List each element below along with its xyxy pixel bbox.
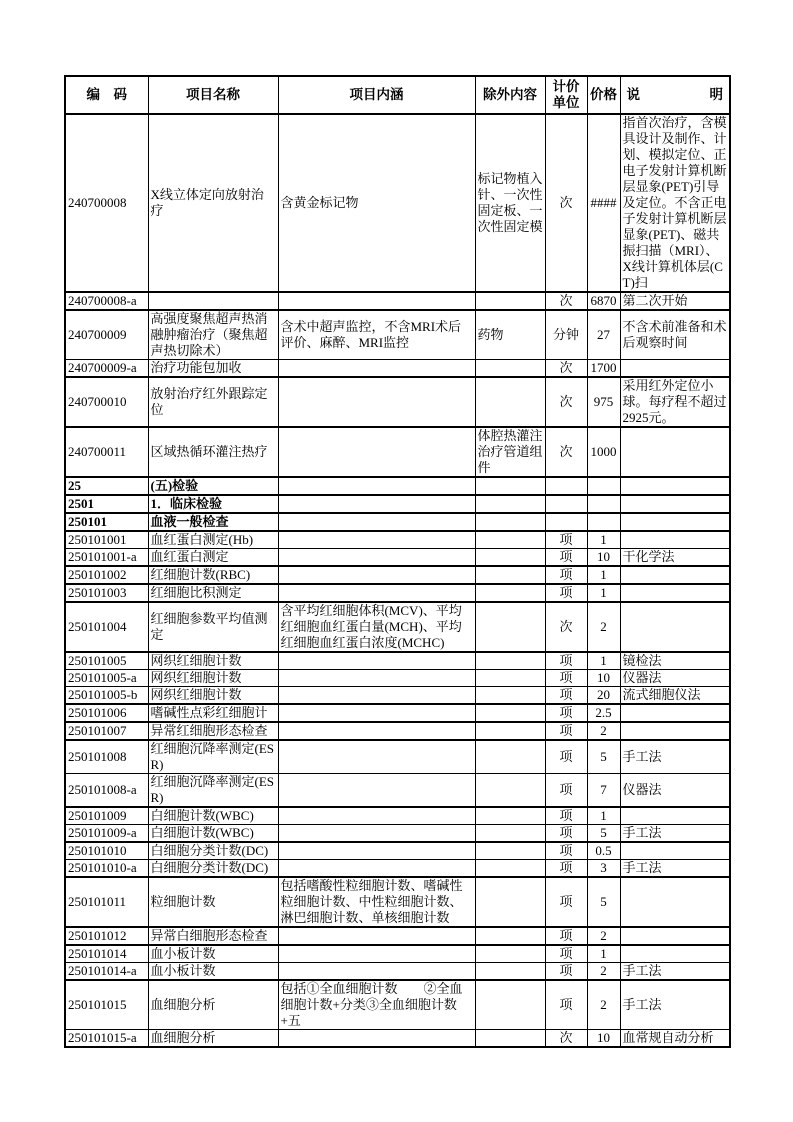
cell-content: [278, 860, 475, 878]
cell-name: 放射治疗红外跟踪定位: [148, 377, 278, 427]
cell-price: 1700: [587, 360, 620, 378]
cell-exclude: [475, 927, 545, 945]
cell-code: 240700008: [65, 114, 148, 292]
cell-unit: [545, 495, 587, 513]
col-header-price: 价格: [587, 76, 620, 114]
cell-code: 250101011: [65, 877, 148, 927]
cell-exclude: [475, 963, 545, 981]
table-row: [65, 602, 730, 652]
cell-price: 6870: [587, 292, 620, 310]
cell-name: 红细胞沉降率测定(ESR): [148, 740, 278, 774]
cell-code: 250101: [65, 513, 148, 531]
table-row: [65, 531, 730, 549]
cell-note: [620, 722, 730, 740]
cell-note: 指首次治疗，含模具设计及制作、计划、模拟定位、正电子发射计算机断层显象(PET)引导及定位。不含正电子发射计算机断层显象(PET)、磁共振扫描（MRI）、X线计算机体层(CT)扫: [620, 114, 730, 292]
cell-note: 手工法: [620, 825, 730, 843]
cell-note: [620, 427, 730, 477]
cell-price: 0.5: [587, 842, 620, 860]
cell-note: [620, 945, 730, 963]
cell-code: 250101009-a: [65, 825, 148, 843]
cell-price: 7: [587, 774, 620, 808]
cell-price: 1: [587, 531, 620, 549]
table-row: [65, 842, 730, 860]
cell-price: 1: [587, 566, 620, 584]
cell-content: [278, 704, 475, 722]
cell-code: 250101010-a: [65, 860, 148, 878]
cell-price: 975: [587, 377, 620, 427]
cell-price: 10: [587, 1030, 620, 1048]
cell-note: [620, 877, 730, 927]
col-header-name: 项目名称: [148, 76, 278, 114]
cell-exclude: [475, 945, 545, 963]
cell-price: [587, 477, 620, 495]
cell-content: [278, 513, 475, 531]
cell-content: [278, 807, 475, 825]
cell-unit: [545, 477, 587, 495]
cell-price: 2: [587, 963, 620, 981]
cell-note: [620, 927, 730, 945]
cell-name: 红细胞参数平均值测定: [148, 602, 278, 652]
cell-exclude: [475, 584, 545, 602]
cell-price: 1: [587, 584, 620, 602]
cell-exclude: [475, 513, 545, 531]
table-row: [65, 377, 730, 427]
cell-note: [620, 477, 730, 495]
cell-price: 2: [587, 722, 620, 740]
table-row: [65, 310, 730, 360]
cell-note: [620, 495, 730, 513]
cell-price: [587, 513, 620, 531]
cell-name: [148, 292, 278, 310]
cell-name: 白细胞分类计数(DC): [148, 860, 278, 878]
cell-name: 血红蛋白测定(Hb): [148, 531, 278, 549]
cell-content: [278, 1030, 475, 1048]
header-row: [65, 76, 730, 114]
cell-code: 250101003: [65, 584, 148, 602]
table-row: [65, 774, 730, 808]
cell-note: 干化学法: [620, 549, 730, 567]
cell-content: [278, 927, 475, 945]
cell-content: [278, 584, 475, 602]
cell-code: 240700011: [65, 427, 148, 477]
cell-code: 250101002: [65, 566, 148, 584]
table-row: [65, 740, 730, 774]
cell-unit: 项: [545, 774, 587, 808]
cell-exclude: 标记物植入针、一次性固定板、一次性固定模: [475, 114, 545, 292]
cell-code: 2501: [65, 495, 148, 513]
cell-price: 10: [587, 549, 620, 567]
cell-code: 250101001: [65, 531, 148, 549]
cell-content: [278, 292, 475, 310]
cell-note: [620, 513, 730, 531]
cell-note: 血常规自动分析: [620, 1030, 730, 1048]
cell-name: 血细胞分析: [148, 980, 278, 1030]
cell-code: 250101005-a: [65, 670, 148, 687]
cell-exclude: [475, 566, 545, 584]
cell-unit: 项: [545, 963, 587, 981]
table-row: [65, 584, 730, 602]
cell-note: 镜检法: [620, 652, 730, 670]
cell-code: 250101006: [65, 704, 148, 722]
cell-name: 红细胞比积测定: [148, 584, 278, 602]
cell-name: 网织红细胞计数: [148, 687, 278, 705]
cell-unit: 次: [545, 427, 587, 477]
cell-unit: 次: [545, 1030, 587, 1048]
cell-note: [620, 584, 730, 602]
cell-content: [278, 774, 475, 808]
cell-price: [587, 495, 620, 513]
cell-exclude: [475, 807, 545, 825]
cell-code: 250101008: [65, 740, 148, 774]
table-row: [65, 652, 730, 670]
cell-note: 手工法: [620, 740, 730, 774]
cell-content: [278, 360, 475, 378]
cell-unit: 项: [545, 566, 587, 584]
cell-exclude: [475, 602, 545, 652]
cell-price: 1: [587, 652, 620, 670]
cell-unit: 次: [545, 360, 587, 378]
cell-name: 血细胞分析: [148, 1030, 278, 1048]
table-body: [65, 114, 730, 1047]
table-row: [65, 549, 730, 567]
cell-unit: 次: [545, 602, 587, 652]
cell-content: [278, 495, 475, 513]
cell-name: 血小板计数: [148, 963, 278, 981]
cell-price: 2.5: [587, 704, 620, 722]
cell-note: [620, 531, 730, 549]
cell-name: 粒细胞计数: [148, 877, 278, 927]
cell-note: [620, 807, 730, 825]
cell-name: 异常白细胞形态检查: [148, 927, 278, 945]
cell-code: 25: [65, 477, 148, 495]
cell-price: 10: [587, 670, 620, 687]
cell-exclude: 体腔热灌注治疗管道组件: [475, 427, 545, 477]
cell-name: 1．临床检验: [148, 495, 278, 513]
price-table: [64, 75, 731, 1048]
table-row: [65, 945, 730, 963]
cell-name: 血液一般检查: [148, 513, 278, 531]
cell-exclude: [475, 1030, 545, 1048]
cell-code: 250101005: [65, 652, 148, 670]
cell-exclude: [475, 549, 545, 567]
cell-name: 区域热循环灌注热疗: [148, 427, 278, 477]
cell-code: 240700009-a: [65, 360, 148, 378]
cell-code: 250101004: [65, 602, 148, 652]
cell-content: [278, 427, 475, 477]
cell-note: [620, 602, 730, 652]
cell-unit: 项: [545, 531, 587, 549]
cell-exclude: [475, 774, 545, 808]
cell-unit: 项: [545, 945, 587, 963]
cell-code: 250101009: [65, 807, 148, 825]
cell-name: 异常红细胞形态检查: [148, 722, 278, 740]
cell-content: 包括嗜酸性粒细胞计数、嗜碱性粒细胞计数、中性粒细胞计数、淋巴细胞计数、单核细胞计数: [278, 877, 475, 927]
cell-price: 1: [587, 945, 620, 963]
cell-price: 5: [587, 877, 620, 927]
cell-unit: 次: [545, 114, 587, 292]
cell-code: 250101012: [65, 927, 148, 945]
cell-content: [278, 377, 475, 427]
cell-code: 250101001-a: [65, 549, 148, 567]
cell-code: 250101014: [65, 945, 148, 963]
cell-name: 网织红细胞计数: [148, 670, 278, 687]
cell-price: 1000: [587, 427, 620, 477]
cell-unit: 项: [545, 740, 587, 774]
cell-unit: 项: [545, 722, 587, 740]
cell-unit: 项: [545, 877, 587, 927]
cell-content: [278, 722, 475, 740]
col-header-note: [620, 76, 730, 114]
cell-name: 白细胞计数(WBC): [148, 825, 278, 843]
cell-code: 250101008-a: [65, 774, 148, 808]
cell-unit: 项: [545, 549, 587, 567]
table-row: [65, 877, 730, 927]
cell-name: 血小板计数: [148, 945, 278, 963]
cell-unit: 项: [545, 842, 587, 860]
cell-content: [278, 670, 475, 687]
cell-exclude: [475, 825, 545, 843]
cell-price: 27: [587, 310, 620, 360]
cell-price: ####: [587, 114, 620, 292]
cell-name: 红细胞沉降率测定(ESR): [148, 774, 278, 808]
cell-unit: 项: [545, 704, 587, 722]
cell-unit: 项: [545, 860, 587, 878]
cell-content: [278, 945, 475, 963]
cell-note: 不含术前准备和术后观察时间: [620, 310, 730, 360]
cell-name: 白细胞分类计数(DC): [148, 842, 278, 860]
cell-content: 含术中超声监控，不含MRI术后评价、麻醉、MRI监控: [278, 310, 475, 360]
cell-name: 血红蛋白测定: [148, 549, 278, 567]
cell-note: 手工法: [620, 860, 730, 878]
cell-exclude: [475, 980, 545, 1030]
cell-price: 2: [587, 980, 620, 1030]
table-row: [65, 427, 730, 477]
table-row: [65, 670, 730, 687]
cell-exclude: [475, 652, 545, 670]
cell-name: 治疗功能包加收: [148, 360, 278, 378]
cell-exclude: [475, 477, 545, 495]
table-row: [65, 495, 730, 513]
cell-note: 手工法: [620, 963, 730, 981]
cell-code: 240700009: [65, 310, 148, 360]
cell-content: [278, 687, 475, 705]
cell-name: (五)检验: [148, 477, 278, 495]
cell-code: 250101014-a: [65, 963, 148, 981]
table-row: [65, 807, 730, 825]
cell-content: [278, 549, 475, 567]
col-header-note-left: 说: [626, 87, 640, 102]
cell-name: 网织红细胞计数: [148, 652, 278, 670]
cell-exclude: [475, 687, 545, 705]
cell-price: 20: [587, 687, 620, 705]
cell-unit: 项: [545, 980, 587, 1030]
cell-unit: 项: [545, 927, 587, 945]
cell-note: 手工法: [620, 980, 730, 1030]
cell-exclude: 药物: [475, 310, 545, 360]
cell-unit: 项: [545, 825, 587, 843]
cell-note: 采用红外定位小球。每疗程不超过2925元。: [620, 377, 730, 427]
table-row: [65, 477, 730, 495]
cell-note: [620, 360, 730, 378]
cell-name: 高强度聚焦超声热消融肿瘤治疗（聚焦超声热切除术）: [148, 310, 278, 360]
cell-note: 仪器法: [620, 774, 730, 808]
table-row: [65, 360, 730, 378]
cell-exclude: [475, 877, 545, 927]
cell-note: [620, 704, 730, 722]
cell-price: 2: [587, 927, 620, 945]
table-row: [65, 825, 730, 843]
table-row: [65, 980, 730, 1030]
cell-unit: 项: [545, 584, 587, 602]
cell-content: [278, 963, 475, 981]
cell-note: [620, 842, 730, 860]
table-row: [65, 927, 730, 945]
cell-content: [278, 842, 475, 860]
cell-unit: 项: [545, 807, 587, 825]
cell-exclude: [475, 722, 545, 740]
cell-content: [278, 531, 475, 549]
cell-exclude: [475, 360, 545, 378]
table-row: [65, 566, 730, 584]
cell-content: [278, 825, 475, 843]
cell-exclude: [475, 531, 545, 549]
cell-content: 含平均红细胞体积(MCV)、平均红细胞血红蛋白量(MCH)、平均红细胞血红蛋白浓度(MCHC): [278, 602, 475, 652]
cell-code: 250101015-a: [65, 1030, 148, 1048]
table-row: [65, 292, 730, 310]
cell-unit: 分钟: [545, 310, 587, 360]
cell-price: 1: [587, 807, 620, 825]
table-row: [65, 114, 730, 292]
cell-unit: 次: [545, 377, 587, 427]
cell-exclude: [475, 704, 545, 722]
cell-exclude: [475, 842, 545, 860]
cell-code: 250101007: [65, 722, 148, 740]
cell-content: 包括①全血细胞计数 ②全血细胞计数+分类③全血细胞计数+五: [278, 980, 475, 1030]
cell-code: 250101005-b: [65, 687, 148, 705]
cell-price: 5: [587, 740, 620, 774]
table-row: [65, 704, 730, 722]
cell-unit: 项: [545, 687, 587, 705]
cell-price: 3: [587, 860, 620, 878]
cell-content: [278, 740, 475, 774]
table-row: [65, 687, 730, 705]
cell-name: 白细胞计数(WBC): [148, 807, 278, 825]
table-row: [65, 963, 730, 981]
cell-exclude: [475, 292, 545, 310]
cell-note: 仪器法: [620, 670, 730, 687]
cell-content: [278, 477, 475, 495]
cell-unit: [545, 513, 587, 531]
cell-content: 含黄金标记物: [278, 114, 475, 292]
cell-price: 5: [587, 825, 620, 843]
cell-exclude: [475, 670, 545, 687]
col-header-unit: 计价单位: [545, 76, 587, 114]
cell-exclude: [475, 495, 545, 513]
col-header-code: 编 码: [65, 76, 148, 114]
cell-exclude: [475, 860, 545, 878]
cell-code: 250101015: [65, 980, 148, 1030]
cell-unit: 次: [545, 292, 587, 310]
table-row: [65, 860, 730, 878]
cell-note: [620, 566, 730, 584]
cell-code: 240700010: [65, 377, 148, 427]
cell-code: 240700008-a: [65, 292, 148, 310]
cell-content: [278, 652, 475, 670]
cell-note: 流式细胞仪法: [620, 687, 730, 705]
cell-name: 嗜碱性点彩红细胞计: [148, 704, 278, 722]
cell-price: 2: [587, 602, 620, 652]
cell-name: X线立体定向放射治疗: [148, 114, 278, 292]
cell-unit: 项: [545, 652, 587, 670]
col-header-exclude: 除外内容: [475, 76, 545, 114]
cell-exclude: [475, 740, 545, 774]
cell-code: 250101010: [65, 842, 148, 860]
table-row: [65, 1030, 730, 1048]
cell-exclude: [475, 377, 545, 427]
col-header-content: 项目内涵: [278, 76, 475, 114]
cell-name: 红细胞计数(RBC): [148, 566, 278, 584]
cell-note: 第二次开始: [620, 292, 730, 310]
table-row: [65, 722, 730, 740]
cell-unit: 项: [545, 670, 587, 687]
col-header-note-right: 明: [709, 87, 723, 102]
cell-content: [278, 566, 475, 584]
table-row: [65, 513, 730, 531]
